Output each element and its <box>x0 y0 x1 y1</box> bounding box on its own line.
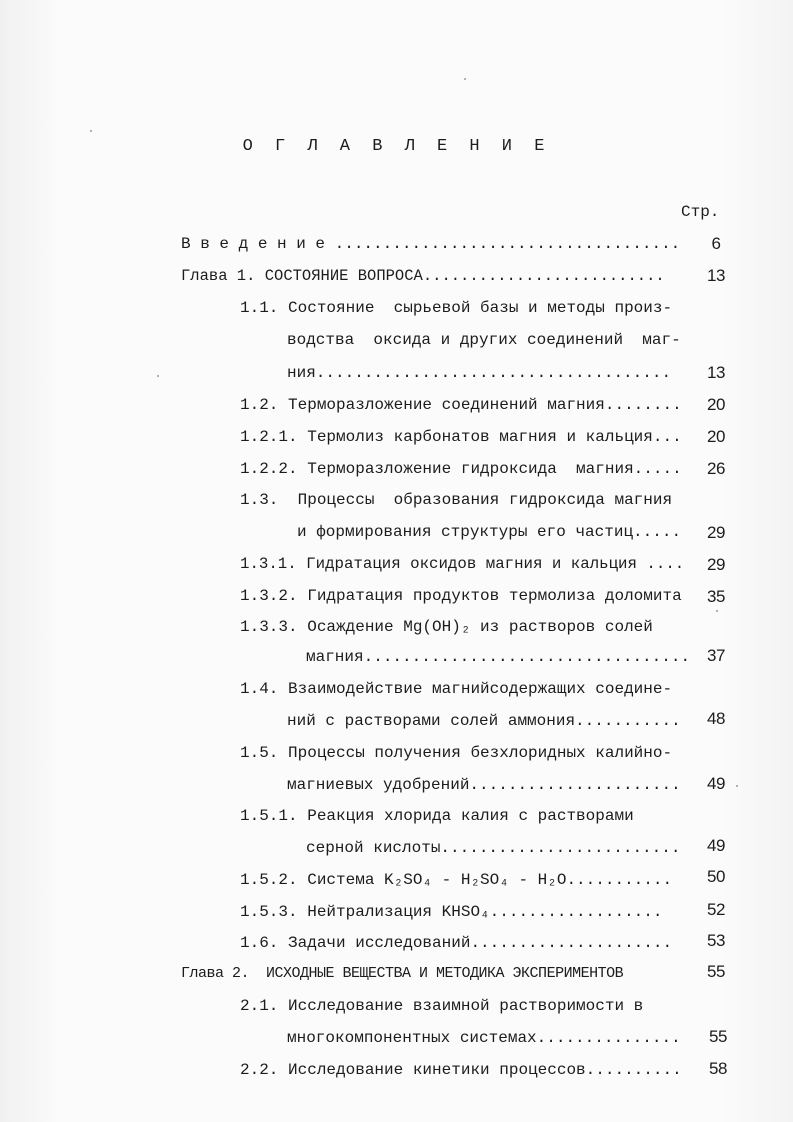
toc-page-number: 49 <box>707 774 725 793</box>
toc-page-number: 48 <box>707 709 725 728</box>
scan-speck <box>157 375 159 377</box>
toc-entry-text: ний с растворами солей аммония........... <box>287 712 681 730</box>
toc-entry-text: серной кислоты......................... <box>306 839 681 857</box>
page-title: О Г Л А В Л Е Н И Е <box>242 137 551 156</box>
toc-page-number: 50 <box>707 867 725 886</box>
toc-page-number: 35 <box>707 587 725 606</box>
toc-entry-text: магниевых удобрений...................... <box>287 776 681 794</box>
toc-page-number: 6 <box>711 234 721 253</box>
toc-page-number: 53 <box>707 931 725 950</box>
toc-entry-text: 1.3.2. Гидратация продуктов термолиза доломита <box>240 587 682 605</box>
toc-entry-text: В в е д е н и е .................................... <box>181 235 681 253</box>
toc-page-number: 20 <box>707 427 725 446</box>
toc-entry-text: 1.2.1. Термолиз карбонатов магния и кальция... <box>240 428 682 446</box>
toc-entry-text: ния..................................... <box>287 364 672 382</box>
page-column-header: Стр. <box>681 203 720 221</box>
toc-entry-text: 1.2. Терморазложение соединений магния........ <box>240 396 682 414</box>
scan-speck <box>90 130 92 132</box>
toc-entry-text: 1.2.2. Терморазложение гидроксида магния..... <box>240 460 682 478</box>
toc-entry-text: многокомпонентных системах............... <box>287 1029 681 1047</box>
scan-speck <box>716 610 718 612</box>
toc-page-number: 52 <box>707 900 725 919</box>
toc-page-number: 29 <box>707 555 725 574</box>
toc-entry-text: 2.1. Исследование взаимной растворимости в <box>240 997 644 1015</box>
toc-page-number: 29 <box>707 523 725 542</box>
toc-entry-text: 1.3.3. Осаждение Mg(OH)₂ из растворов солей <box>240 618 653 636</box>
scan-speck <box>464 78 466 80</box>
toc-page-number: 13 <box>707 363 725 382</box>
toc-entry-text: 1.3.1. Гидратация оксидов магния и кальция .... <box>240 555 685 573</box>
toc-entry-text: 1.6. Задачи исследований..................... <box>240 934 673 952</box>
toc-page-number: 37 <box>707 646 725 665</box>
toc-entry-text: 1.5.3. Нейтрализация KHSO₄.................. <box>240 903 663 921</box>
toc-entry-text: магния.................................. <box>306 648 691 666</box>
scan-speck <box>736 785 738 787</box>
toc-entry-text: водства оксида и других соединений маг- <box>287 331 681 349</box>
toc-entry-text: и формирования структуры его частиц..... <box>297 523 682 541</box>
toc-entry-text: 1.1. Состояние сырьевой базы и методы произ- <box>240 299 673 317</box>
toc-page-number: 55 <box>709 1027 727 1046</box>
toc-entry-text: 1.5. Процессы получения безхлоридных калийно- <box>240 744 673 762</box>
toc-entry-text: 1.4. Взаимодействие магнийсодержащих соедине- <box>240 680 673 698</box>
toc-entry-text: 1.3. Процессы образования гидроксида магния <box>240 491 673 509</box>
toc-page-number: 20 <box>707 395 725 414</box>
toc-page-number: 13 <box>707 266 725 285</box>
toc-page-number: 49 <box>707 836 725 855</box>
toc-entry-text: 2.2. Исследование кинетики процессов.......... <box>240 1061 682 1079</box>
toc-entry-text: 1.5.2. Система K₂SO₄ - H₂SO₄ - H₂O........... <box>240 871 673 889</box>
toc-page-number: 55 <box>707 962 725 981</box>
toc-page-number: 26 <box>707 459 725 478</box>
toc-entry-text: Глава 2. ИСХОДНЫЕ ВЕЩЕСТВА И МЕТОДИКА ЭКСПЕРИМЕНТОВ <box>181 965 624 982</box>
toc-entry-text: 1.5.1. Реакция хлорида калия с растворами <box>240 807 634 825</box>
toc-entry-text: Глава 1. СОСТОЯНИЕ ВОПРОСА.......................... <box>181 267 665 285</box>
toc-page-number: 58 <box>709 1059 727 1078</box>
